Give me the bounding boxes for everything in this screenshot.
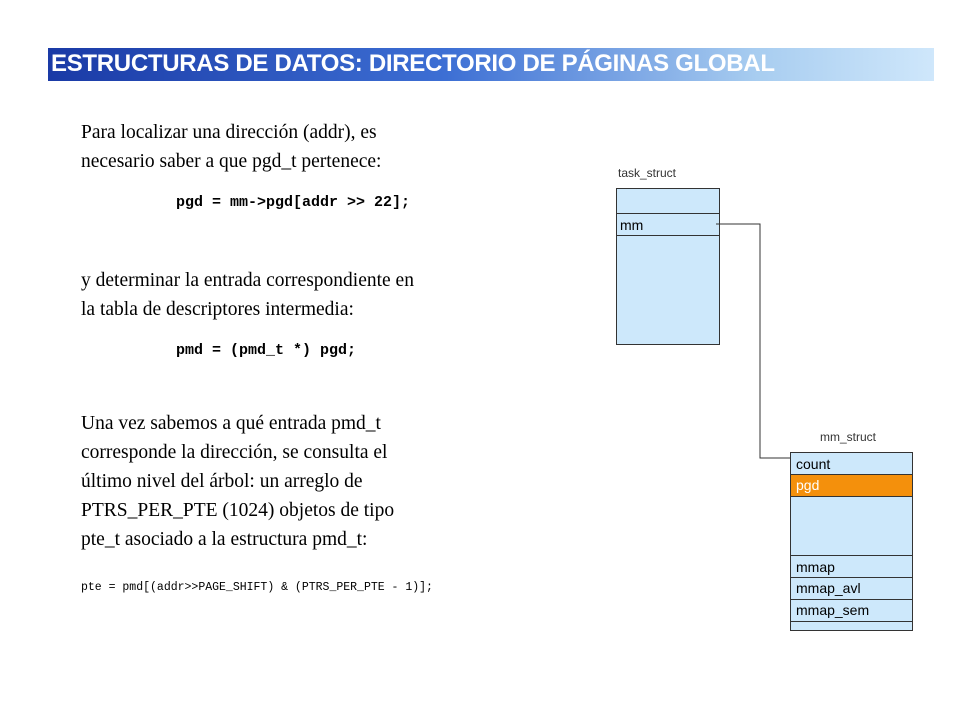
paragraph-line: pte_t asociado a la estructura pmd_t: [81,529,368,550]
mm-struct-mmap-avl-field: mmap_avl [791,578,912,600]
pointer-line [716,224,790,458]
paragraph-line: PTRS_PER_PTE (1024) objetos de tipo [81,500,395,521]
code-pgd: pgd = mm->pgd[addr >> 22]; [176,194,411,211]
mm-struct-mmap-sem-field: mmap_sem [791,600,912,622]
paragraph-line: último nivel del árbol: un arreglo de [81,471,363,492]
paragraph-line: Para localizar una dirección (addr), es [81,122,377,143]
mm-struct-mmap-field: mmap [791,555,912,578]
code-pmd: pmd = (pmd_t *) pgd; [176,342,357,359]
paragraph-line: y determinar la entrada correspondiente en [81,270,414,291]
mm-struct-box [790,452,913,631]
paragraph-line: corresponde la dirección, se consulta el [81,442,388,463]
mm-struct-count-field: count [791,453,912,475]
task-struct-label: task_struct [618,166,677,180]
code-pte: pte = pmd[(addr>>PAGE_SHIFT) & (PTRS_PER_PTE - 1)]; [81,581,433,594]
paragraph-line: Una vez sabemos a qué entrada pmd_t [81,413,381,434]
mm-struct-pgd-field: pgd [791,475,912,497]
paragraph-line: necesario saber a que pgd_t pertenece: [81,151,382,172]
mm-struct-label: mm_struct [820,430,877,444]
slide-title: ESTRUCTURAS DE DATOS: DIRECTORIO DE PÁGINAS GLOBAL [51,50,775,77]
task-struct-mm-field: mm [617,213,719,236]
paragraph-line: la tabla de descriptores intermedia: [81,299,354,320]
